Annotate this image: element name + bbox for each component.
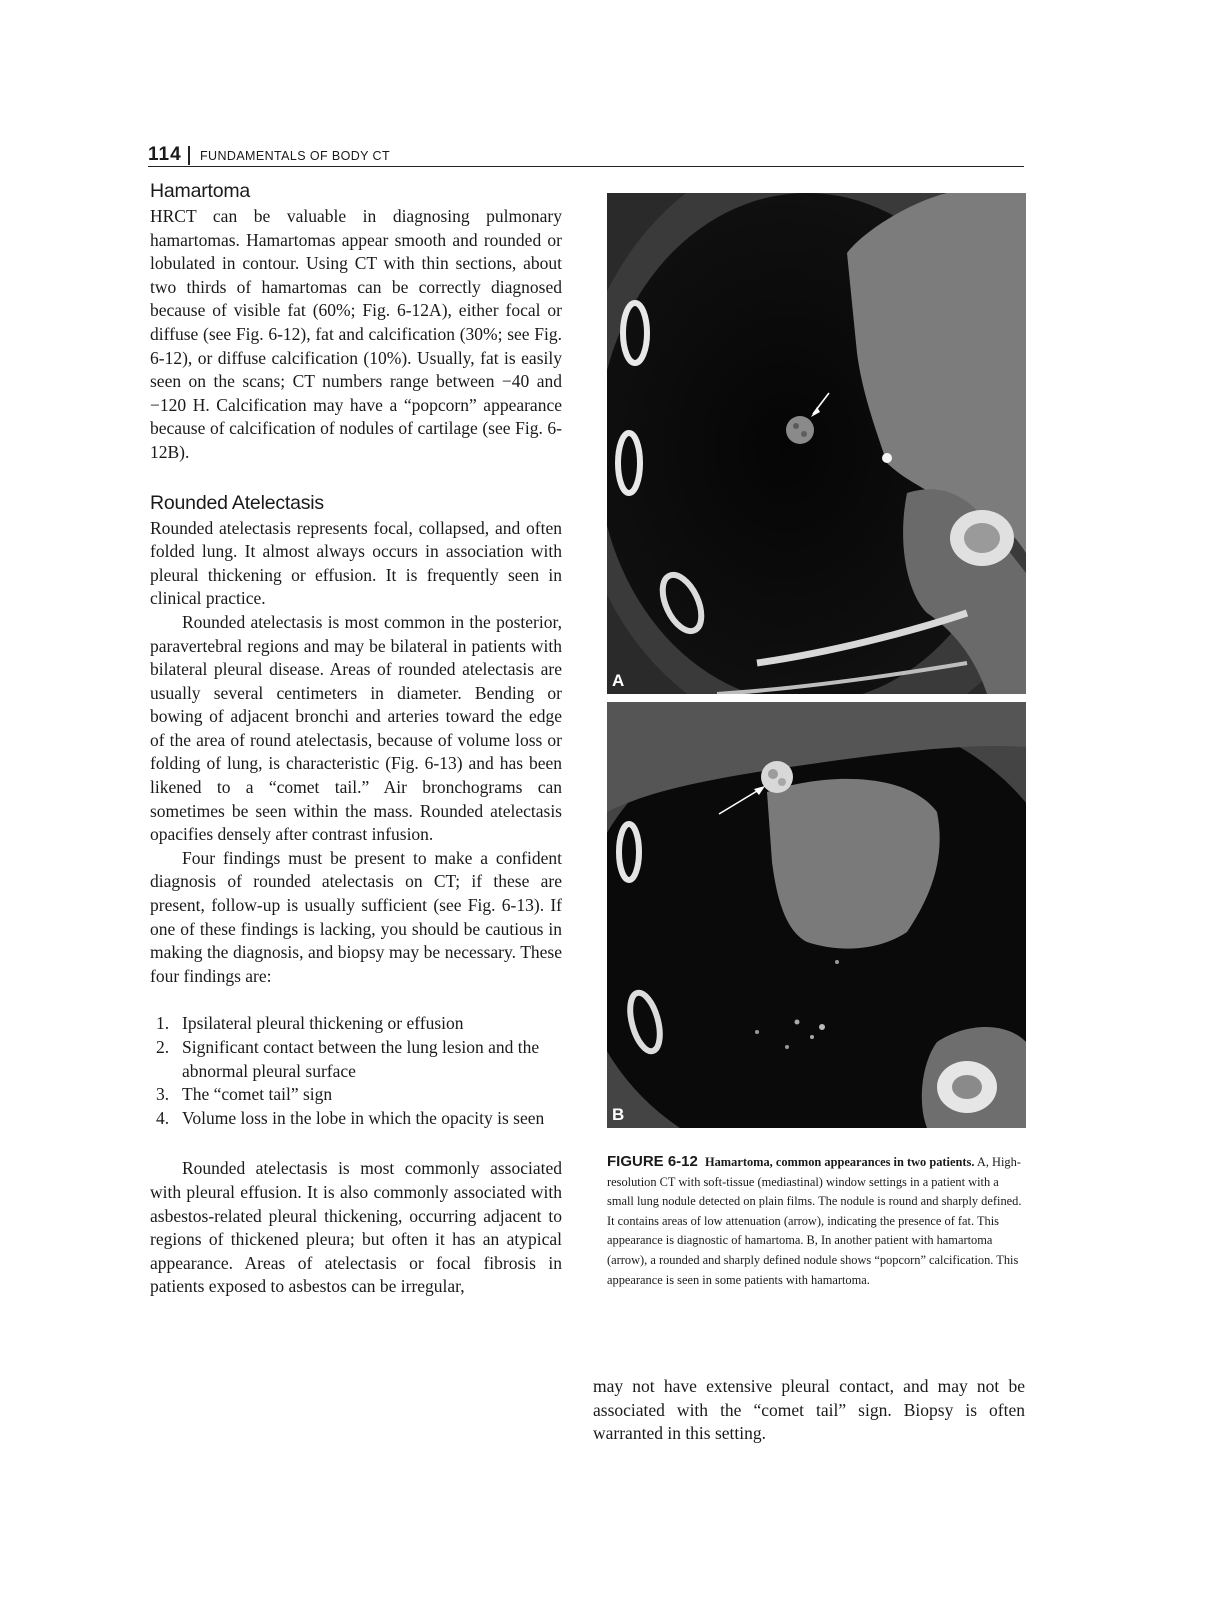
list-text: Ipsilateral pleural thickening or effusion — [182, 1013, 464, 1034]
page-number: 114 — [148, 144, 182, 165]
heading-hamartoma: Hamartoma — [150, 180, 251, 202]
figure-panel-b — [607, 702, 1026, 1128]
figure-number: FIGURE 6-12 — [607, 1153, 698, 1170]
ct-scan-b-image — [607, 702, 1026, 1128]
left-column — [150, 180, 562, 1299]
panel-b-label: B — [612, 1105, 625, 1124]
list-item — [150, 1083, 562, 1107]
paragraph-ra-1: Rounded atelectasis represents focal, collapsed, and often folded lung. It almost always occurs in association with pleural thickening or effusion. It is frequently seen in clinical practice. — [150, 517, 562, 609]
figure-panel-a — [607, 193, 1026, 694]
ct-scan-a-image — [607, 193, 1026, 694]
list-number: 1. — [156, 1013, 170, 1034]
panel-a-label: A — [612, 671, 625, 690]
figure-title: Hamartoma, common appearances in two patients. — [704, 1155, 975, 1169]
paragraph-continuation: may not have extensive pleural contact, and may not be associated with the “comet tail” sign. Biopsy is often warranted in this setting. — [593, 1376, 1025, 1444]
heading-rounded-atelectasis: Rounded Atelectasis — [150, 491, 324, 514]
paragraph-ra-3: Four findings must be present to make a confident diagnosis of rounded atelectasis on CT; if these are present, follow-up is usually sufficient (see Fig. 6-13). If one of these findings is lacking, you should be cautious in making the diagnosis, and biopsy may be necessary. These four findings are: — [150, 847, 562, 986]
paragraph-hamartoma: HRCT can be valuable in diagnosing pulmonary hamartomas. Hamartomas appear smooth and rounded or lobulated in contour. Using CT with thin sections, about two thirds of hamartomas can be correctly diagnosed because of visible fat (60%; Fig. 6-12A), either focal or diffuse (see Fig. 6-12), fat and calcification (30%; see Fig. 6-12), or diffuse calcification (10%). Usually, fat is easily seen on the scans; CT numbers range between −40 and −120 H. Calcification may have a “popcorn” appearance because of calcification of nodules of cartilage (see Fig. 6-12B). — [150, 206, 562, 462]
header-divider — [188, 146, 190, 165]
figure-caption-text: A, High-resolution CT with soft-tissue (mediastinal) window settings in a patient with a small lung nodule detected on plain films. The nodule is round and sharply defined. It contains areas of low attenuation (arrow), indicating the presence of fat. This appearance is diagnostic of hamartoma. B, In another patient with hamartoma (arrow), a rounded and sharply defined nodule shows “popcorn” calcification. This appearance is seen in some patients with hamartoma. — [607, 1155, 1022, 1287]
list-text: The “comet tail” sign — [182, 1084, 333, 1105]
paragraph-ra-2: Rounded atelectasis is most common in the posterior, paravertebral regions and may be bilateral in patients with bilateral pleural disease. Areas of rounded atelectasis are usually several centimeters in diameter. Bending or bowing of adjacent bronchi and arteries toward the edge of the area of round atelectasis, because of volume loss or folding of lung, is characteristic (Fig. 6-13) and has been likened to a “comet tail.” Air bronchograms can sometimes be seen within the mass. Rounded atelectasis opacifies densely after contrast infusion. — [150, 611, 562, 845]
list-item — [150, 1036, 562, 1083]
list-item — [150, 1107, 562, 1131]
list-text: Significant contact between the lung lesion and the abnormal pleural surface — [182, 1037, 540, 1081]
figure-caption — [607, 1153, 1025, 1290]
running-title: FUNDAMENTALS OF BODY CT — [200, 149, 391, 163]
running-header — [148, 144, 1024, 167]
list-number: 3. — [156, 1084, 170, 1105]
list-number: 4. — [156, 1107, 170, 1128]
list-item — [150, 1012, 562, 1036]
paragraph-ra-4: Rounded atelectasis is most commonly associated with pleural effusion. It is also commonly associated with asbestos-related pleural thickening, occurring adjacent to regions of thickened pleura; but often it has an atypical appearance. Areas of atelectasis or focal fibrosis in patients exposed to asbestos can be irregular, — [150, 1158, 562, 1297]
findings-list — [150, 1012, 562, 1130]
list-text: Volume loss in the lobe in which the opacity is seen — [182, 1107, 545, 1128]
list-number: 2. — [156, 1037, 170, 1057]
